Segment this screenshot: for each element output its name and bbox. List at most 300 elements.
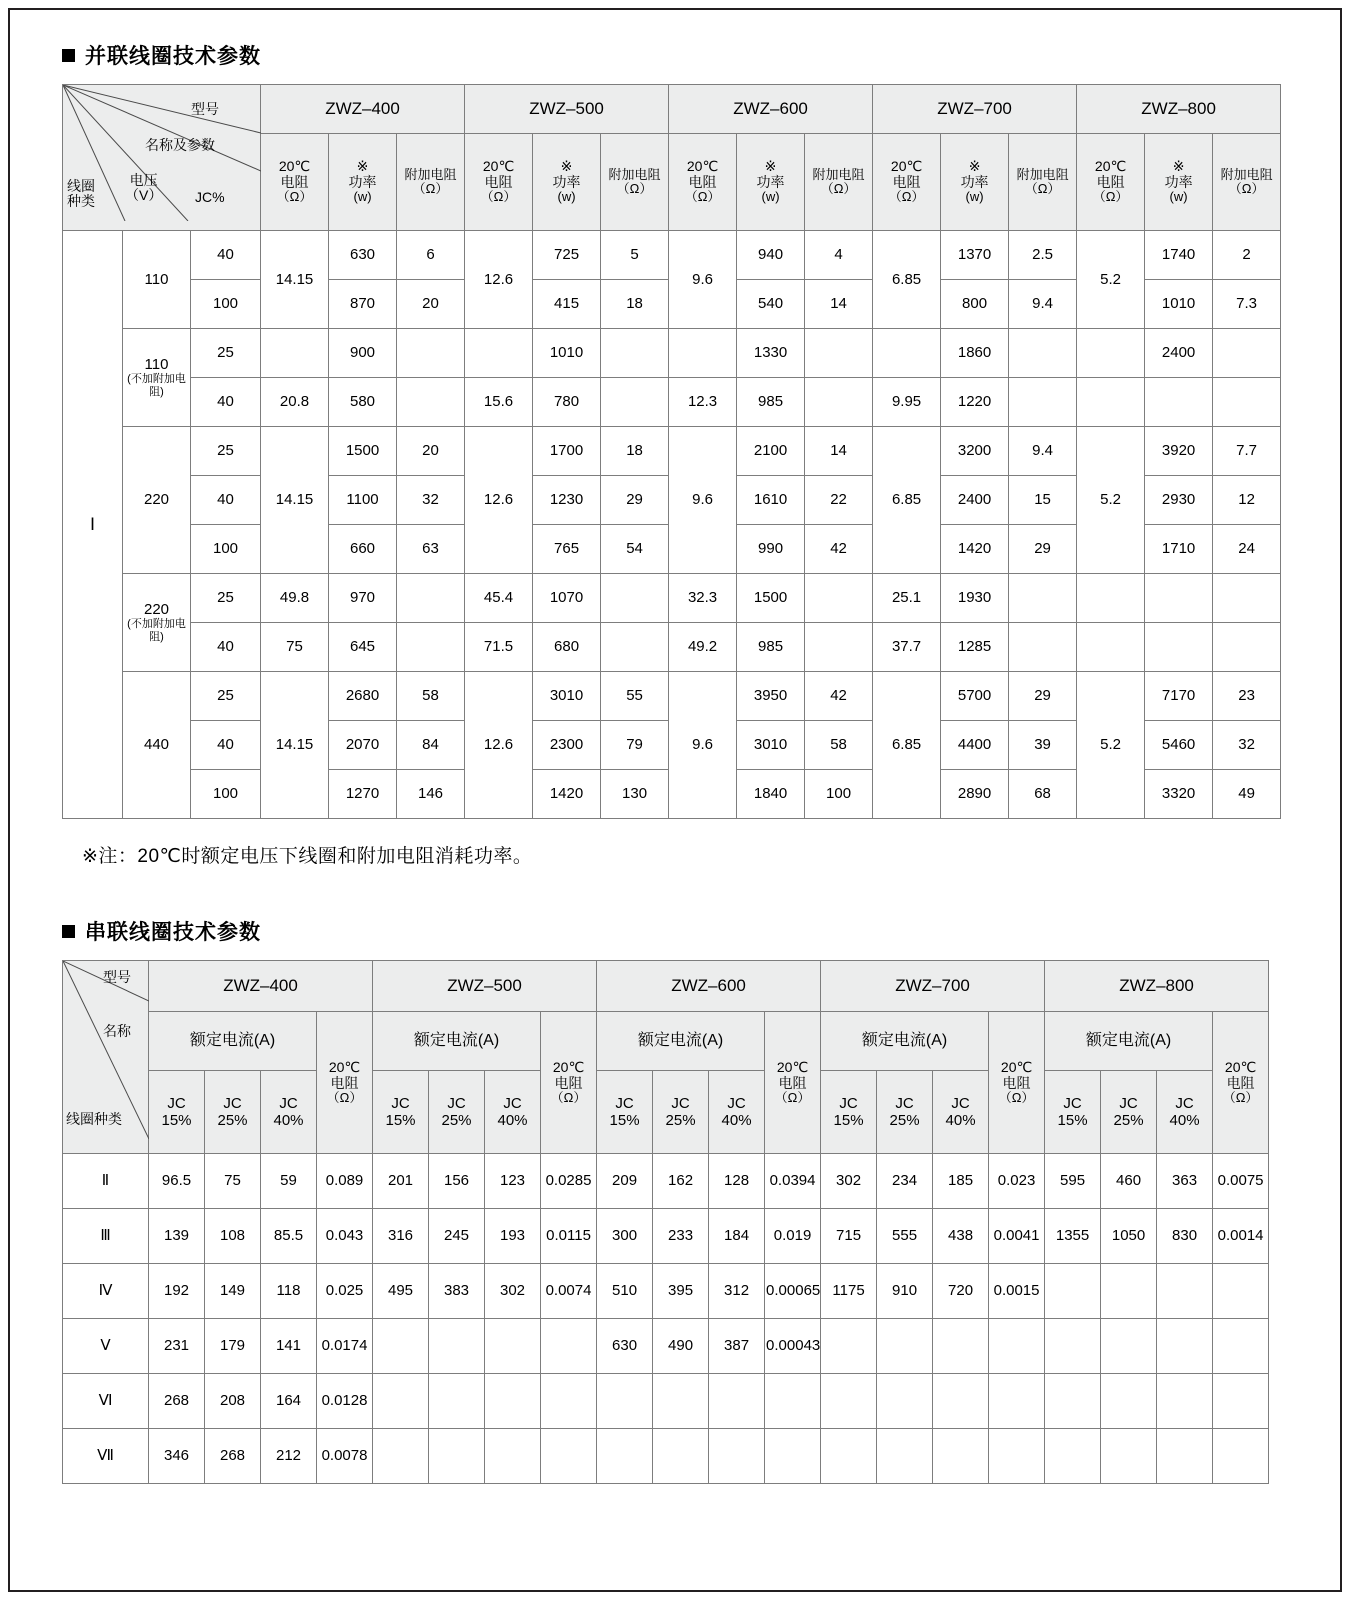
jc-header-15: JC 15% bbox=[597, 1071, 653, 1154]
resistance-cell: 12.6 bbox=[465, 427, 533, 574]
value-cell: 0.0014 bbox=[1213, 1209, 1269, 1264]
value-cell bbox=[373, 1374, 429, 1429]
value-cell bbox=[541, 1374, 597, 1429]
table-row bbox=[63, 329, 1281, 378]
power-cell: 5460 bbox=[1145, 721, 1213, 770]
addres-cell bbox=[805, 574, 873, 623]
power-cell: 415 bbox=[533, 280, 601, 329]
value-cell bbox=[821, 1374, 877, 1429]
value-cell: 0.0078 bbox=[317, 1429, 373, 1484]
power-cell: 870 bbox=[329, 280, 397, 329]
resistance-header: 20℃ 电阻 （Ω） bbox=[765, 1012, 821, 1154]
model-header-zwz800: ZWZ–800 bbox=[1077, 85, 1281, 134]
jc-cell: 25 bbox=[191, 329, 261, 378]
addres-cell bbox=[805, 329, 873, 378]
power-cell: 725 bbox=[533, 231, 601, 280]
sub-header-resistance: 20℃ 电阻 （Ω） bbox=[465, 134, 533, 231]
power-cell: 1230 bbox=[533, 476, 601, 525]
addres-cell: 7.3 bbox=[1213, 280, 1281, 329]
power-cell: 800 bbox=[941, 280, 1009, 329]
value-cell: 383 bbox=[429, 1264, 485, 1319]
voltage-cell: 220 bbox=[123, 427, 191, 574]
value-cell bbox=[877, 1319, 933, 1374]
sub-header-resistance: 20℃ 电阻 （Ω） bbox=[1077, 134, 1145, 231]
series-coil-table bbox=[62, 960, 1269, 1484]
sub-header-additional-resistance: 附加电阻 （Ω） bbox=[601, 134, 669, 231]
corner-coil-type-label: 线圈种类 bbox=[66, 1111, 122, 1127]
voltage-cell: 110 bbox=[123, 231, 191, 329]
value-cell: 233 bbox=[653, 1209, 709, 1264]
coil-type-cell: Ⅲ bbox=[63, 1209, 149, 1264]
section-spacer bbox=[62, 868, 1272, 916]
value-cell bbox=[485, 1374, 541, 1429]
value-cell: 268 bbox=[149, 1374, 205, 1429]
value-cell: 185 bbox=[933, 1154, 989, 1209]
coil-type-cell: Ⅳ bbox=[63, 1264, 149, 1319]
value-cell: 300 bbox=[597, 1209, 653, 1264]
value-cell: 0.0015 bbox=[989, 1264, 1045, 1319]
value-cell: 312 bbox=[709, 1264, 765, 1319]
jc-header-25: JC 25% bbox=[653, 1071, 709, 1154]
value-cell bbox=[821, 1429, 877, 1484]
value-cell bbox=[1213, 1374, 1269, 1429]
sub-header-resistance: 20℃ 电阻 （Ω） bbox=[873, 134, 941, 231]
corner-name-label: 名称 bbox=[103, 1023, 131, 1039]
model-header-zwz400: ZWZ–400 bbox=[261, 85, 465, 134]
power-cell: 1420 bbox=[941, 525, 1009, 574]
table-row bbox=[63, 378, 1281, 427]
power-cell: 2400 bbox=[1145, 329, 1213, 378]
value-cell bbox=[1213, 1319, 1269, 1374]
model-header-zwz500: ZWZ–500 bbox=[465, 85, 669, 134]
value-cell: 830 bbox=[1157, 1209, 1213, 1264]
value-cell: 231 bbox=[149, 1319, 205, 1374]
value-cell: 0.025 bbox=[317, 1264, 373, 1319]
addres-cell: 84 bbox=[397, 721, 465, 770]
value-cell bbox=[709, 1429, 765, 1484]
table-row bbox=[63, 231, 1281, 280]
value-cell bbox=[765, 1429, 821, 1484]
power-cell: 1010 bbox=[533, 329, 601, 378]
addres-cell bbox=[1009, 378, 1077, 427]
power-cell: 1010 bbox=[1145, 280, 1213, 329]
jc-header-15: JC 15% bbox=[1045, 1071, 1101, 1154]
table-row bbox=[63, 623, 1281, 672]
resistance-cell bbox=[1077, 378, 1145, 427]
jc-cell: 25 bbox=[191, 574, 261, 623]
resistance-cell: 14.15 bbox=[261, 231, 329, 329]
value-cell bbox=[1157, 1429, 1213, 1484]
value-cell bbox=[429, 1429, 485, 1484]
model-header-zwz600: ZWZ–600 bbox=[669, 85, 873, 134]
addres-cell bbox=[397, 623, 465, 672]
addres-cell: 20 bbox=[397, 427, 465, 476]
value-cell: 630 bbox=[597, 1319, 653, 1374]
addres-cell: 4 bbox=[805, 231, 873, 280]
value-cell: 149 bbox=[205, 1264, 261, 1319]
value-cell: 555 bbox=[877, 1209, 933, 1264]
corner-jc-label: JC% bbox=[195, 189, 225, 205]
power-cell: 1700 bbox=[533, 427, 601, 476]
table-row bbox=[63, 672, 1281, 721]
value-cell bbox=[1045, 1429, 1101, 1484]
value-cell: 85.5 bbox=[261, 1209, 317, 1264]
jc-header-15: JC 15% bbox=[821, 1071, 877, 1154]
power-cell: 3950 bbox=[737, 672, 805, 721]
value-cell bbox=[1101, 1264, 1157, 1319]
addres-cell bbox=[601, 574, 669, 623]
resistance-cell: 9.6 bbox=[669, 427, 737, 574]
jc-header-25: JC 25% bbox=[429, 1071, 485, 1154]
model-header-zwz700: ZWZ–700 bbox=[821, 961, 1045, 1012]
addres-cell: 14 bbox=[805, 280, 873, 329]
addres-cell bbox=[601, 378, 669, 427]
table-row bbox=[63, 427, 1281, 476]
coil-type-cell: Ⅱ bbox=[63, 1154, 149, 1209]
power-cell: 1220 bbox=[941, 378, 1009, 427]
resistance-cell: 49.8 bbox=[261, 574, 329, 623]
value-cell bbox=[877, 1374, 933, 1429]
addres-cell: 32 bbox=[397, 476, 465, 525]
model-header-zwz700: ZWZ–700 bbox=[873, 85, 1077, 134]
resistance-cell: 5.2 bbox=[1077, 231, 1145, 329]
sub-header-power: ※ 功率 (w) bbox=[329, 134, 397, 231]
power-cell: 540 bbox=[737, 280, 805, 329]
power-cell: 1500 bbox=[737, 574, 805, 623]
value-cell: 438 bbox=[933, 1209, 989, 1264]
value-cell: 720 bbox=[933, 1264, 989, 1319]
addres-cell bbox=[1213, 574, 1281, 623]
jc-cell: 100 bbox=[191, 280, 261, 329]
resistance-cell: 9.95 bbox=[873, 378, 941, 427]
value-cell: 156 bbox=[429, 1154, 485, 1209]
value-cell bbox=[989, 1429, 1045, 1484]
resistance-cell: 49.2 bbox=[669, 623, 737, 672]
value-cell: 0.0128 bbox=[317, 1374, 373, 1429]
resistance-cell: 5.2 bbox=[1077, 672, 1145, 819]
resistance-cell: 71.5 bbox=[465, 623, 533, 672]
corner-name-param-label: 名称及参数 bbox=[145, 137, 215, 153]
power-cell bbox=[1145, 574, 1213, 623]
sub-header-power: ※ 功率 (w) bbox=[1145, 134, 1213, 231]
value-cell bbox=[1101, 1429, 1157, 1484]
table-corner-header bbox=[63, 961, 149, 1154]
jc-cell: 40 bbox=[191, 231, 261, 280]
power-cell: 2300 bbox=[533, 721, 601, 770]
addres-cell bbox=[805, 378, 873, 427]
jc-header-40: JC 40% bbox=[1157, 1071, 1213, 1154]
resistance-header: 20℃ 电阻 （Ω） bbox=[317, 1012, 373, 1154]
jc-cell: 40 bbox=[191, 721, 261, 770]
jc-header-25: JC 25% bbox=[877, 1071, 933, 1154]
value-cell: 387 bbox=[709, 1319, 765, 1374]
resistance-cell: 75 bbox=[261, 623, 329, 672]
sub-header-power: ※ 功率 (w) bbox=[737, 134, 805, 231]
square-bullet-icon bbox=[62, 925, 75, 938]
addres-cell bbox=[805, 623, 873, 672]
sub-header-power: ※ 功率 (w) bbox=[941, 134, 1009, 231]
power-cell: 645 bbox=[329, 623, 397, 672]
resistance-cell: 15.6 bbox=[465, 378, 533, 427]
rated-current-header: 额定电流(A) bbox=[1045, 1012, 1213, 1071]
value-cell: 0.043 bbox=[317, 1209, 373, 1264]
addres-cell: 29 bbox=[1009, 525, 1077, 574]
parallel-coil-table bbox=[62, 84, 1281, 819]
resistance-cell bbox=[465, 329, 533, 378]
value-cell: 209 bbox=[597, 1154, 653, 1209]
power-cell: 580 bbox=[329, 378, 397, 427]
value-cell: 162 bbox=[653, 1154, 709, 1209]
value-cell bbox=[877, 1429, 933, 1484]
power-cell: 2680 bbox=[329, 672, 397, 721]
corner-model-label: 型号 bbox=[191, 101, 219, 117]
addres-cell: 18 bbox=[601, 427, 669, 476]
power-cell: 4400 bbox=[941, 721, 1009, 770]
coil-type-cell: Ⅴ bbox=[63, 1319, 149, 1374]
value-cell: 595 bbox=[1045, 1154, 1101, 1209]
resistance-cell: 9.6 bbox=[669, 672, 737, 819]
value-cell: 346 bbox=[149, 1429, 205, 1484]
addres-cell: 2 bbox=[1213, 231, 1281, 280]
value-cell bbox=[485, 1319, 541, 1374]
addres-cell: 14 bbox=[805, 427, 873, 476]
addres-cell bbox=[1009, 574, 1077, 623]
sub-header-additional-resistance: 附加电阻 （Ω） bbox=[1009, 134, 1077, 231]
resistance-cell: 9.6 bbox=[669, 231, 737, 329]
value-cell: 208 bbox=[205, 1374, 261, 1429]
addres-cell: 24 bbox=[1213, 525, 1281, 574]
value-cell bbox=[653, 1429, 709, 1484]
table-corner-header bbox=[63, 85, 261, 231]
value-cell bbox=[373, 1319, 429, 1374]
resistance-cell bbox=[1077, 329, 1145, 378]
value-cell: 184 bbox=[709, 1209, 765, 1264]
jc-header-15: JC 15% bbox=[149, 1071, 205, 1154]
value-cell: 0.0115 bbox=[541, 1209, 597, 1264]
addres-cell: 58 bbox=[397, 672, 465, 721]
section-title-parallel-coil bbox=[62, 40, 1272, 70]
addres-cell: 55 bbox=[601, 672, 669, 721]
value-cell bbox=[429, 1319, 485, 1374]
addres-cell: 18 bbox=[601, 280, 669, 329]
table-row bbox=[63, 1264, 1269, 1319]
value-cell bbox=[541, 1319, 597, 1374]
resistance-cell bbox=[261, 329, 329, 378]
corner-voltage-label: 电压 （V） bbox=[125, 172, 163, 204]
value-cell: 164 bbox=[261, 1374, 317, 1429]
power-cell: 1930 bbox=[941, 574, 1009, 623]
section-title-text: 串联线圈技术参数 bbox=[85, 921, 261, 944]
power-cell: 2930 bbox=[1145, 476, 1213, 525]
resistance-cell: 32.3 bbox=[669, 574, 737, 623]
addres-cell: 54 bbox=[601, 525, 669, 574]
power-cell: 1710 bbox=[1145, 525, 1213, 574]
jc-header-25: JC 25% bbox=[205, 1071, 261, 1154]
power-cell: 3320 bbox=[1145, 770, 1213, 819]
voltage-cell: 110 (不加附加电阻) bbox=[123, 329, 191, 427]
resistance-cell: 12.6 bbox=[465, 672, 533, 819]
addres-cell bbox=[397, 378, 465, 427]
power-cell: 2400 bbox=[941, 476, 1009, 525]
table-row bbox=[63, 1319, 1269, 1374]
addres-cell bbox=[601, 329, 669, 378]
power-cell: 1420 bbox=[533, 770, 601, 819]
square-bullet-icon bbox=[62, 49, 75, 62]
power-cell: 940 bbox=[737, 231, 805, 280]
jc-header-40: JC 40% bbox=[709, 1071, 765, 1154]
value-cell: 96.5 bbox=[149, 1154, 205, 1209]
resistance-cell: 6.85 bbox=[873, 427, 941, 574]
addres-cell: 12 bbox=[1213, 476, 1281, 525]
value-cell: 192 bbox=[149, 1264, 205, 1319]
power-cell: 765 bbox=[533, 525, 601, 574]
jc-cell: 100 bbox=[191, 770, 261, 819]
resistance-cell bbox=[1077, 623, 1145, 672]
power-cell: 1370 bbox=[941, 231, 1009, 280]
value-cell: 910 bbox=[877, 1264, 933, 1319]
addres-cell: 15 bbox=[1009, 476, 1077, 525]
addres-cell: 68 bbox=[1009, 770, 1077, 819]
value-cell: 1050 bbox=[1101, 1209, 1157, 1264]
jc-cell: 40 bbox=[191, 623, 261, 672]
resistance-cell: 12.3 bbox=[669, 378, 737, 427]
value-cell: 0.019 bbox=[765, 1209, 821, 1264]
jc-cell: 100 bbox=[191, 525, 261, 574]
value-cell bbox=[1045, 1264, 1101, 1319]
value-cell bbox=[1157, 1374, 1213, 1429]
value-cell: 234 bbox=[877, 1154, 933, 1209]
addres-cell bbox=[397, 329, 465, 378]
addres-cell: 42 bbox=[805, 672, 873, 721]
power-cell: 1500 bbox=[329, 427, 397, 476]
resistance-cell: 14.15 bbox=[261, 427, 329, 574]
power-cell bbox=[1145, 623, 1213, 672]
value-cell: 0.0394 bbox=[765, 1154, 821, 1209]
addres-cell: 23 bbox=[1213, 672, 1281, 721]
addres-cell: 29 bbox=[1009, 672, 1077, 721]
resistance-cell: 5.2 bbox=[1077, 427, 1145, 574]
addres-cell: 2.5 bbox=[1009, 231, 1077, 280]
table-row bbox=[63, 1374, 1269, 1429]
table-note: ※注：20℃时额定电压下线圈和附加电阻消耗功率。 bbox=[82, 846, 533, 867]
addres-cell: 49 bbox=[1213, 770, 1281, 819]
table-row bbox=[63, 1209, 1269, 1264]
value-cell bbox=[1045, 1374, 1101, 1429]
value-cell bbox=[933, 1429, 989, 1484]
value-cell: 1175 bbox=[821, 1264, 877, 1319]
power-cell: 5700 bbox=[941, 672, 1009, 721]
value-cell: 201 bbox=[373, 1154, 429, 1209]
value-cell: 0.00043 bbox=[765, 1319, 821, 1374]
power-cell: 970 bbox=[329, 574, 397, 623]
addres-cell: 32 bbox=[1213, 721, 1281, 770]
addres-cell bbox=[601, 623, 669, 672]
addres-cell: 63 bbox=[397, 525, 465, 574]
resistance-cell: 6.85 bbox=[873, 672, 941, 819]
model-header-zwz500: ZWZ–500 bbox=[373, 961, 597, 1012]
corner-coil-type-label: 线圈 种类 bbox=[67, 178, 95, 210]
model-header-zwz600: ZWZ–600 bbox=[597, 961, 821, 1012]
addres-cell: 42 bbox=[805, 525, 873, 574]
resistance-header: 20℃ 电阻 （Ω） bbox=[541, 1012, 597, 1154]
value-cell: 490 bbox=[653, 1319, 709, 1374]
addres-cell: 7.7 bbox=[1213, 427, 1281, 476]
jc-header-40: JC 40% bbox=[485, 1071, 541, 1154]
corner-model-label: 型号 bbox=[103, 969, 131, 985]
resistance-cell bbox=[669, 329, 737, 378]
power-cell: 3010 bbox=[737, 721, 805, 770]
value-cell: 128 bbox=[709, 1154, 765, 1209]
addres-cell: 79 bbox=[601, 721, 669, 770]
value-cell bbox=[989, 1374, 1045, 1429]
sub-header-additional-resistance: 附加电阻 （Ω） bbox=[397, 134, 465, 231]
addres-cell: 130 bbox=[601, 770, 669, 819]
resistance-cell: 37.7 bbox=[873, 623, 941, 672]
rated-current-header: 额定电流(A) bbox=[373, 1012, 541, 1071]
value-cell: 108 bbox=[205, 1209, 261, 1264]
power-cell: 2100 bbox=[737, 427, 805, 476]
addres-cell: 5 bbox=[601, 231, 669, 280]
jc-header-15: JC 15% bbox=[373, 1071, 429, 1154]
resistance-cell: 12.6 bbox=[465, 231, 533, 329]
value-cell: 510 bbox=[597, 1264, 653, 1319]
rated-current-header: 额定电流(A) bbox=[149, 1012, 317, 1071]
sub-header-resistance: 20℃ 电阻 （Ω） bbox=[261, 134, 329, 231]
value-cell: 395 bbox=[653, 1264, 709, 1319]
power-cell: 1740 bbox=[1145, 231, 1213, 280]
power-cell: 7170 bbox=[1145, 672, 1213, 721]
value-cell bbox=[1213, 1429, 1269, 1484]
power-cell: 1610 bbox=[737, 476, 805, 525]
addres-cell: 146 bbox=[397, 770, 465, 819]
power-cell: 2070 bbox=[329, 721, 397, 770]
addres-cell bbox=[1213, 378, 1281, 427]
value-cell bbox=[597, 1374, 653, 1429]
sub-header-additional-resistance: 附加电阻 （Ω） bbox=[1213, 134, 1281, 231]
value-cell bbox=[429, 1374, 485, 1429]
value-cell: 193 bbox=[485, 1209, 541, 1264]
value-cell: 59 bbox=[261, 1154, 317, 1209]
value-cell bbox=[765, 1374, 821, 1429]
voltage-cell: 440 bbox=[123, 672, 191, 819]
jc-header-40: JC 40% bbox=[933, 1071, 989, 1154]
value-cell bbox=[373, 1429, 429, 1484]
jc-cell: 25 bbox=[191, 427, 261, 476]
power-cell: 3010 bbox=[533, 672, 601, 721]
power-cell: 900 bbox=[329, 329, 397, 378]
value-cell bbox=[1101, 1319, 1157, 1374]
power-cell: 1070 bbox=[533, 574, 601, 623]
resistance-cell: 25.1 bbox=[873, 574, 941, 623]
power-cell: 985 bbox=[737, 378, 805, 427]
value-cell: 0.0285 bbox=[541, 1154, 597, 1209]
power-cell: 2890 bbox=[941, 770, 1009, 819]
jc-header-40: JC 40% bbox=[261, 1071, 317, 1154]
value-cell: 268 bbox=[205, 1429, 261, 1484]
value-cell: 123 bbox=[485, 1154, 541, 1209]
power-cell: 680 bbox=[533, 623, 601, 672]
power-cell: 1285 bbox=[941, 623, 1009, 672]
coil-type-cell: Ⅰ bbox=[63, 231, 123, 819]
power-cell: 780 bbox=[533, 378, 601, 427]
value-cell: 0.0174 bbox=[317, 1319, 373, 1374]
addres-cell: 20 bbox=[397, 280, 465, 329]
page-content bbox=[62, 40, 1272, 1484]
jc-cell: 40 bbox=[191, 378, 261, 427]
value-cell bbox=[485, 1429, 541, 1484]
addres-cell bbox=[397, 574, 465, 623]
value-cell: 0.00065 bbox=[765, 1264, 821, 1319]
